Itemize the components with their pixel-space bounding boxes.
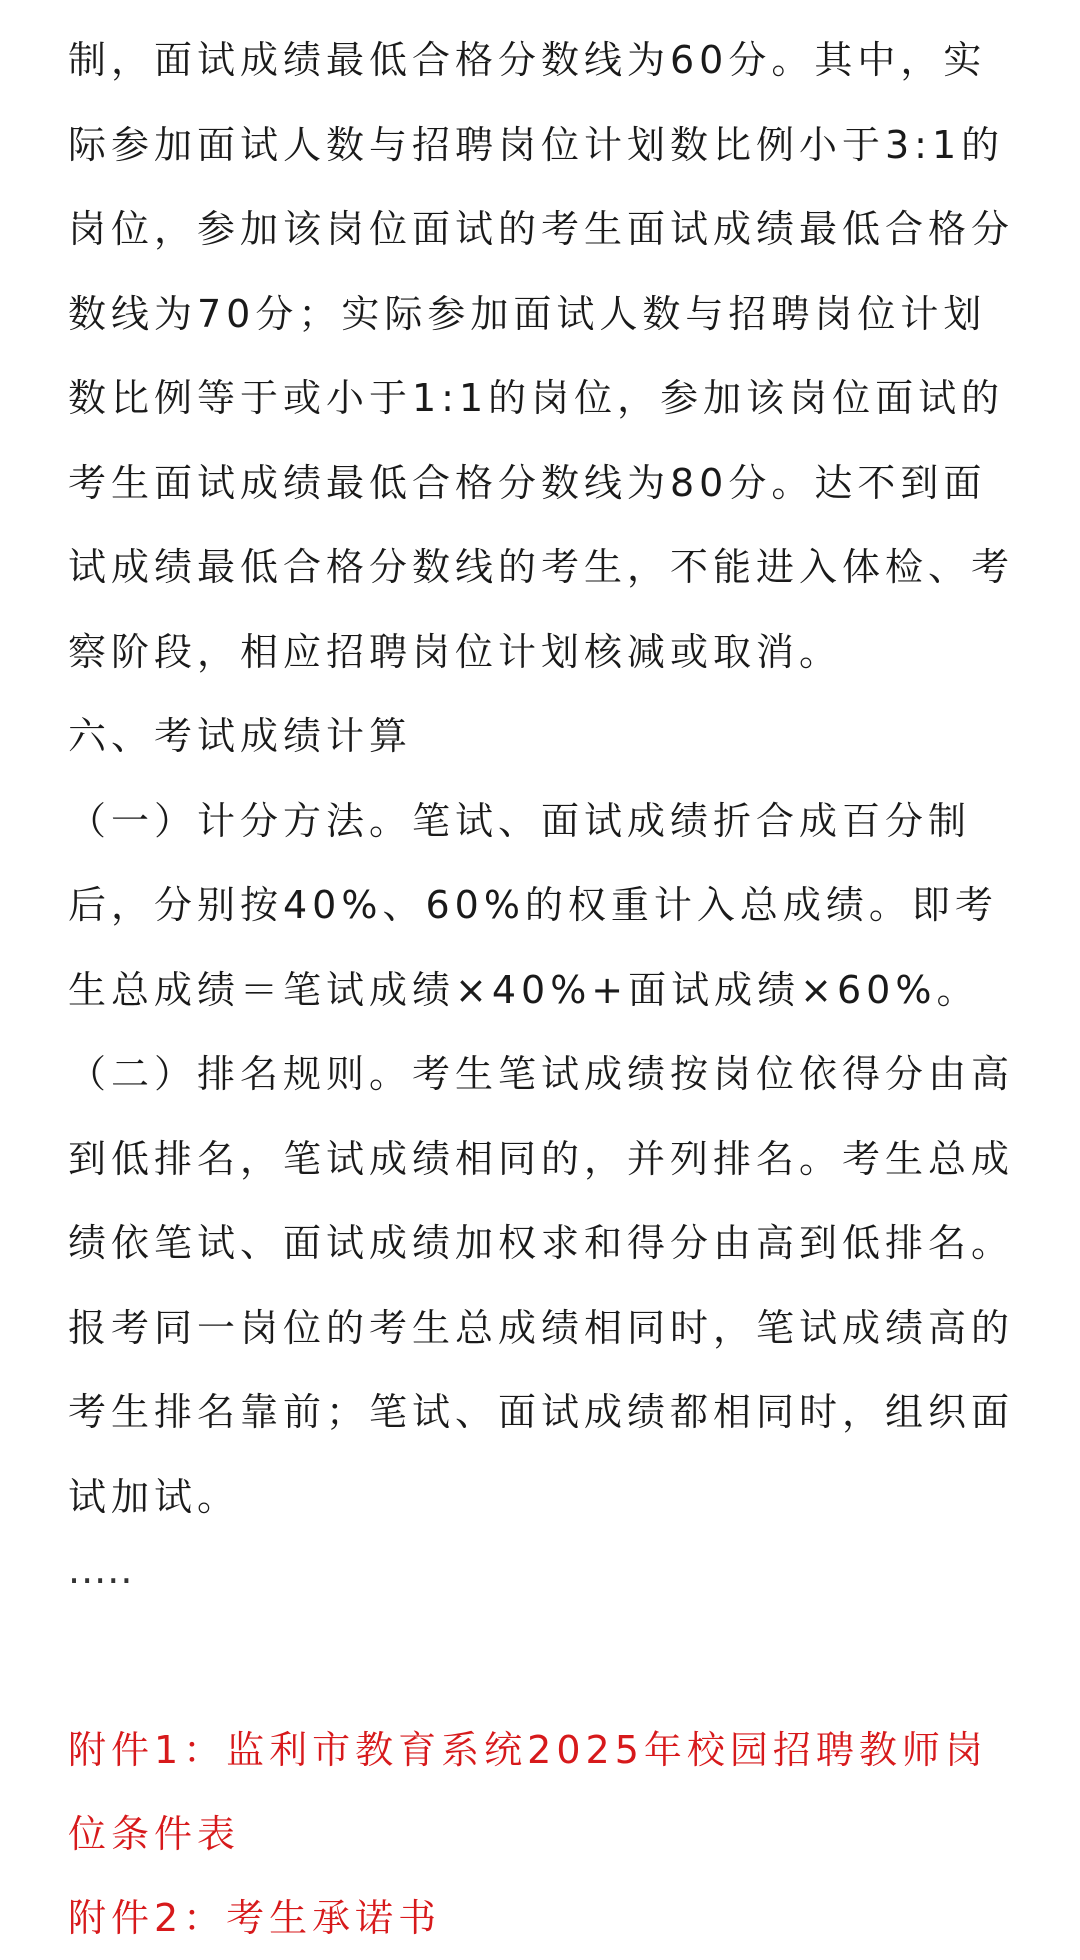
spacer bbox=[68, 1624, 1028, 1708]
attachment-link-1[interactable]: 附件1：监利市教育系统2025年校园招聘教师岗位条件表 bbox=[68, 1727, 988, 1856]
article-body bbox=[68, 18, 1028, 1960]
content-ellipsis: ····· bbox=[68, 1559, 134, 1603]
paragraph-scoring-method: （一）计分方法。笔试、面试成绩折合成百分制后，分别按40%、60%的权重计入总成绩。即考生总成绩＝笔试成绩×40%+面试成绩×60%。 bbox=[68, 798, 998, 1012]
attachment-link-2[interactable]: 附件2：考生承诺书 bbox=[68, 1895, 442, 1940]
paragraph-interview-passing-score: 制，面试成绩最低合格分数线为60分。其中，实际参加面试人数与招聘岗位计划数比例小于3:1的岗位，参加该岗位面试的考生面试成绩最低合格分数线为70分；实际参加面试人数与招聘岗位计划数比例等于或小于1:1的岗位，参加该岗位面试的考生面试成绩最低合格分数线为80分。达不到面试成绩最低合格分数线的考生，不能进入体检、考察阶段，相应招聘岗位计划核减或取消。 bbox=[68, 38, 1015, 674]
paragraph-ranking-rules: （二）排名规则。考生笔试成绩按岗位依得分由高到低排名，笔试成绩相同的，并列排名。考生总成绩依笔试、面试成绩加权求和得分由高到低排名。报考同一岗位的考生总成绩相同时，笔试成绩高的考生排名靠前；笔试、面试成绩都相同时，组织面试加试。 bbox=[68, 1052, 1015, 1519]
section-heading-score-calculation: 六、考试成绩计算 bbox=[68, 714, 413, 758]
